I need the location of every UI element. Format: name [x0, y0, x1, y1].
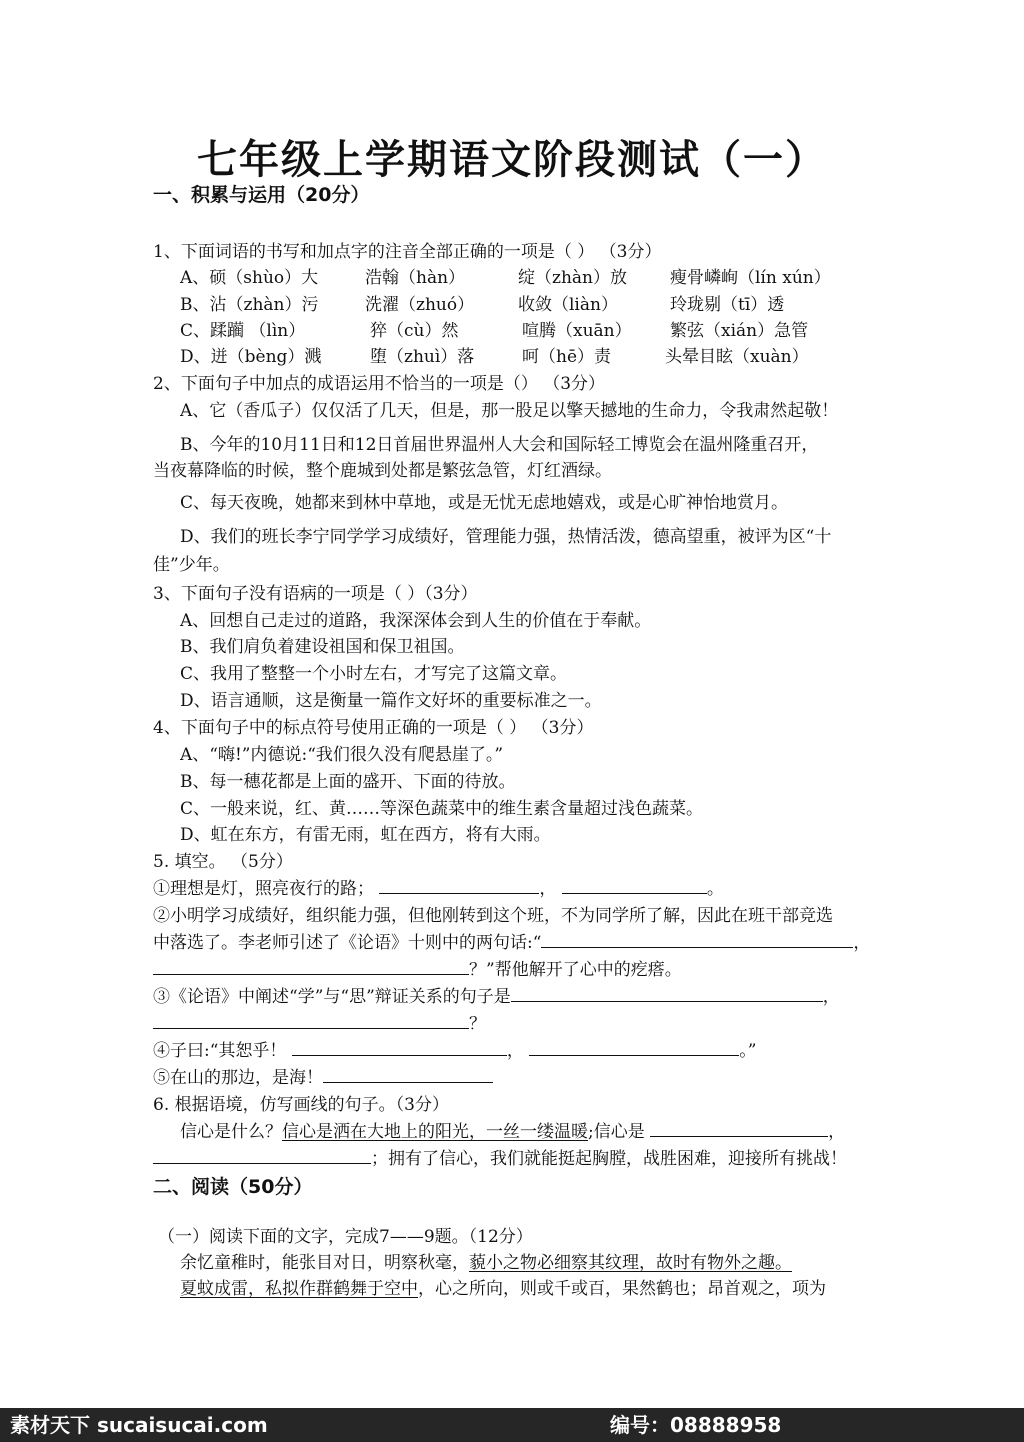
answer-blank[interactable]	[562, 877, 707, 894]
answer-blank[interactable]	[153, 1012, 469, 1029]
answer-blank[interactable]	[511, 985, 823, 1002]
answer-blank[interactable]	[153, 1147, 371, 1164]
q5-item-3-line2: ？	[153, 1009, 486, 1034]
q1-option: D、迸（bèng）溅	[180, 347, 322, 367]
q6-prompt-line1: 信心是什么？信心是洒在大地上的阳光，一丝一缕温暖;信心是 ，	[180, 1122, 846, 1142]
q5-item-4: ④子曰:“其恕乎！ ， 。”	[153, 1041, 757, 1061]
q5-item-3: ③《论语》中阐述“学”与“思”辩证关系的句子是 ，	[153, 987, 840, 1007]
underlined-sentence: 信心是洒在大地上的阳光，一丝一缕温暖	[282, 1122, 588, 1142]
q4-stem: 4、下面句子中的标点符号使用正确的一项是（ ） （3分）	[153, 718, 594, 738]
q2-stem: 2、下面句子中加点的成语运用不恰当的一项是（） （3分）	[153, 374, 606, 394]
q2-option-b-line1: B、今年的10月11日和12日首届世界温州人大会和国际轻工博览会在温州隆重召开，	[180, 435, 819, 455]
answer-blank[interactable]	[323, 1066, 493, 1083]
q1-option: B、沾（zhàn）污	[180, 295, 319, 315]
underlined-sentence: 夏蚊成雷，私拟作群鹤舞于空中	[180, 1279, 418, 1299]
q2-option-d-line2: 佳”少年。	[153, 555, 230, 575]
q1-option: 猝（cù）然	[370, 321, 459, 341]
q3-option-a: A、回想自己走过的道路，我深深体会到人生的价值在于奉献。	[180, 611, 652, 631]
watermark-code: 编号：08888958	[610, 1413, 782, 1437]
q1-option: 瘦骨嶙峋（lín xún）	[670, 268, 831, 288]
q1-option: 洗濯（zhuó）	[365, 295, 475, 315]
q2-option-a: A、它（香瓜子）仅仅活了几天，但是，那一股足以擎天撼地的生命力，令我肃然起敬！	[180, 401, 839, 421]
exam-title: 七年级上学期语文阶段测试（一）	[197, 137, 827, 183]
answer-blank[interactable]	[529, 1039, 739, 1056]
q5-item-2-line2: 中落选了。李老师引述了《论语》十则中的两句话:“ ，	[153, 933, 871, 953]
answer-blank[interactable]	[541, 931, 853, 948]
answer-blank[interactable]	[650, 1120, 828, 1137]
q2-option-c: C、每天夜晚，她都来到林中草地，或是无忧无虑地嬉戏，或是心旷神怡地赏月。	[180, 493, 789, 513]
q2-option-b-line2: 当夜幕降临的时候，整个鹿城到处都是繁弦急管，灯红酒绿。	[153, 461, 612, 481]
q3-option-d: D、语言通顺，这是衡量一篇作文好坏的重要标准之一。	[180, 691, 602, 711]
q2-option-d-line1: D、我们的班长李宁同学学习成绩好，管理能力强，热情活泼，德高望重，被评为区“十	[180, 527, 832, 547]
q1-option: 喧腾（xuān）	[522, 321, 632, 341]
underlined-sentence: 藐小之物必细察其纹理，故时有物外之趣。	[469, 1253, 792, 1273]
section-heading-1: 一、积累与运用（20分）	[153, 184, 370, 206]
q1-option: 呵（hē）责	[522, 347, 612, 367]
q6-prompt-line2: ；拥有了信心，我们就能挺起胸膛，战胜困难，迎接所有挑战！	[153, 1144, 847, 1169]
answer-blank[interactable]	[292, 1039, 507, 1056]
reading-passage-line1: 余忆童稚时，能张目对日，明察秋毫，藐小之物必细察其纹理，故时有物外之趣。	[180, 1253, 792, 1273]
q1-option: 绽（zhàn）放	[518, 268, 627, 288]
q5-item-2-line3: ？”帮他解开了心中的疙瘩。	[153, 955, 682, 980]
section-heading-2: 二、阅读（50分）	[153, 1176, 313, 1198]
watermark-footer	[0, 1408, 1024, 1442]
q1-option: C、蹂躏 （lìn）	[180, 321, 306, 341]
q3-stem: 3、下面句子没有语病的一项是（ ）（3分）	[153, 584, 478, 604]
q4-option-b: B、每一穗花都是上面的盛开、下面的待放。	[180, 772, 516, 792]
q4-option-c: C、一般来说，红、黄……等深色蔬菜中的维生素含量超过浅色蔬菜。	[180, 799, 704, 819]
watermark-site: 素材天下 sucaisucai.com	[10, 1413, 268, 1437]
q3-option-b: B、我们肩负着建设祖国和保卫祖国。	[180, 637, 465, 657]
q5-item-1: ①理想是灯，照亮夜行的路； ， 。	[153, 879, 724, 899]
q1-option: 玲珑剔（tī）透	[670, 295, 785, 315]
q6-stem: 6. 根据语境，仿写画线的句子。（3分）	[153, 1095, 449, 1115]
reading-passage-line2: 夏蚊成雷，私拟作群鹤舞于空中，心之所向，则或千或百，果然鹤也；昂首观之，项为	[180, 1279, 826, 1299]
reading-intro: （一）阅读下面的文字，完成7——9题。（12分）	[158, 1227, 533, 1247]
q1-option: 堕（zhuì）落	[370, 347, 475, 367]
q1-option: A、硕（shùo）大	[180, 268, 319, 288]
q1-option: 繁弦（xián）急管	[670, 321, 809, 341]
answer-blank[interactable]	[153, 958, 469, 975]
answer-blank[interactable]	[379, 877, 539, 894]
q4-option-a: A、“嗨!”内德说:“我们很久没有爬悬崖了。”	[180, 745, 504, 765]
q3-option-c: C、我用了整整一个小时左右，才写完了这篇文章。	[180, 664, 568, 684]
q5-item-5: ⑤在山的那边，是海！	[153, 1063, 493, 1088]
q4-option-d: D、虹在东方，有雷无雨，虹在西方，将有大雨。	[180, 825, 551, 845]
q5-item-2-line1: ②小明学习成绩好，组织能力强，但他刚转到这个班，不为同学所了解，因此在班干部竞选	[153, 906, 833, 926]
q1-option: 头晕目眩（xuàn）	[665, 347, 809, 367]
q1-option: 浩翰（hàn）	[365, 268, 466, 288]
q1-option: 收敛（liàn）	[518, 295, 618, 315]
q5-stem: 5. 填空。 （5分）	[153, 852, 293, 872]
q1-stem: 1、下面词语的书写和加点字的注音全部正确的一项是（ ） （3分）	[153, 242, 662, 262]
